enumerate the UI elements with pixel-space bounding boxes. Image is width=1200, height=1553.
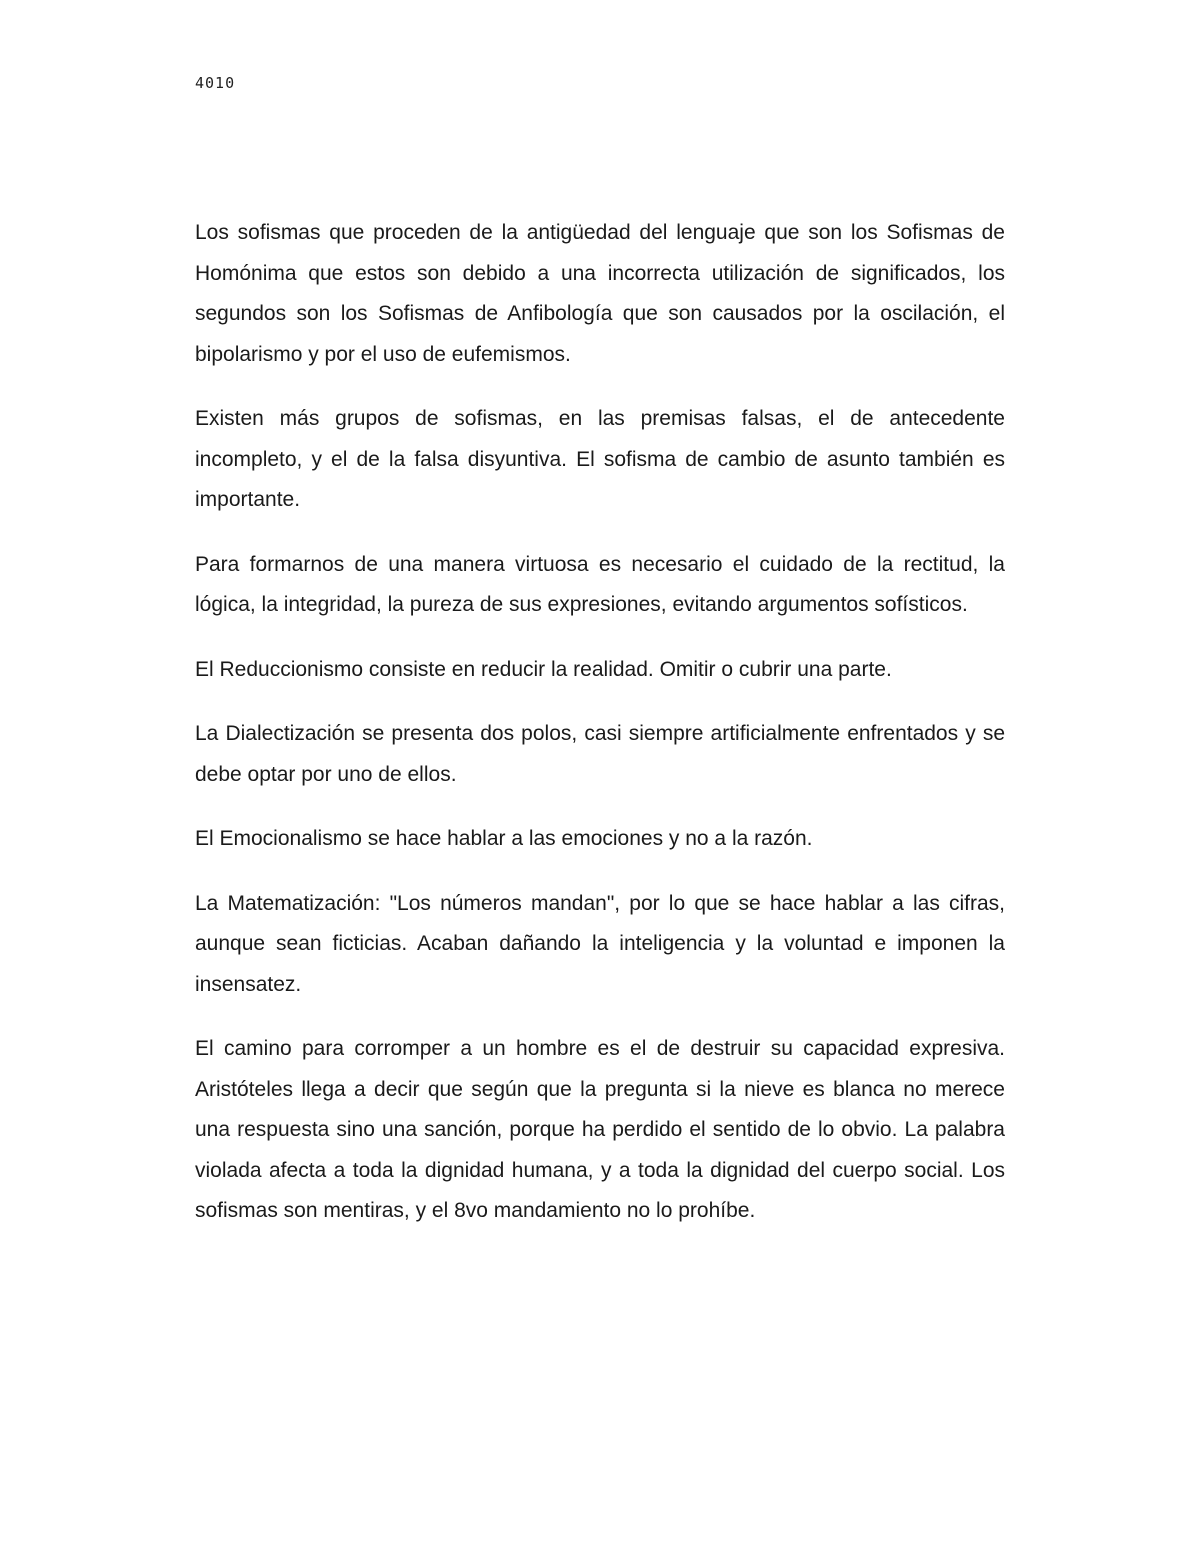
document-body — [195, 213, 1005, 1256]
paragraph-grupos-sofismas: Existen más grupos de sofismas, en las premisas falsas, el de antecedente incompleto, y el de la falsa disyuntiva. El sofisma de cambio de asunto también es importante. — [195, 407, 1005, 511]
paragraph-matematizacion: La Matematización: "Los números mandan", por lo que se hace hablar a las cifras, aunque sean ficticias. Acaban dañando la inteligencia y la voluntad e imponen la insensatez. — [195, 891, 1005, 996]
page-header-code: 4010 — [195, 74, 236, 92]
paragraph-emocionalismo: El Emocionalismo se hace hablar a las emociones y no a la razón. — [195, 827, 813, 850]
paragraph-sofismas-origen: Los sofismas que proceden de la antigüedad del lenguaje que son los Sofismas de Homónima que estos son debido a una incorrecta utilización de significados, los segundos son los Sofismas de Anfibología que son causados por la oscilación, el bipolarismo y por el uso de eufemismos. — [195, 221, 1005, 366]
paragraph-formacion-virtuosa: Para formarnos de una manera virtuosa es necesario el cuidado de la rectitud, la lógica, la integridad, la pureza de sus expresiones, evitando argumentos sofísticos. — [195, 552, 1005, 616]
paragraph-corromper-hombre: El camino para corromper a un hombre es el de destruir su capacidad expresiva. Aristóteles llega a decir que según que la pregunta si la nieve es blanca no merece una respuesta sino una sanción, porque ha perdido el sentido de lo obvio. La palabra violada afecta a toda la dignidad humana, y a toda la dignidad del cuerpo social. Los sofismas son mentiras, y el 8vo mandamiento no lo prohíbe. — [195, 1037, 1005, 1222]
paragraph-dialectizacion: La Dialectización se presenta dos polos, casi siempre artificialmente enfrentados y se debe optar por uno de ellos. — [195, 722, 1005, 786]
paragraph-reduccionismo: El Reduccionismo consiste en reducir la realidad. Omitir o cubrir una parte. — [195, 657, 892, 681]
